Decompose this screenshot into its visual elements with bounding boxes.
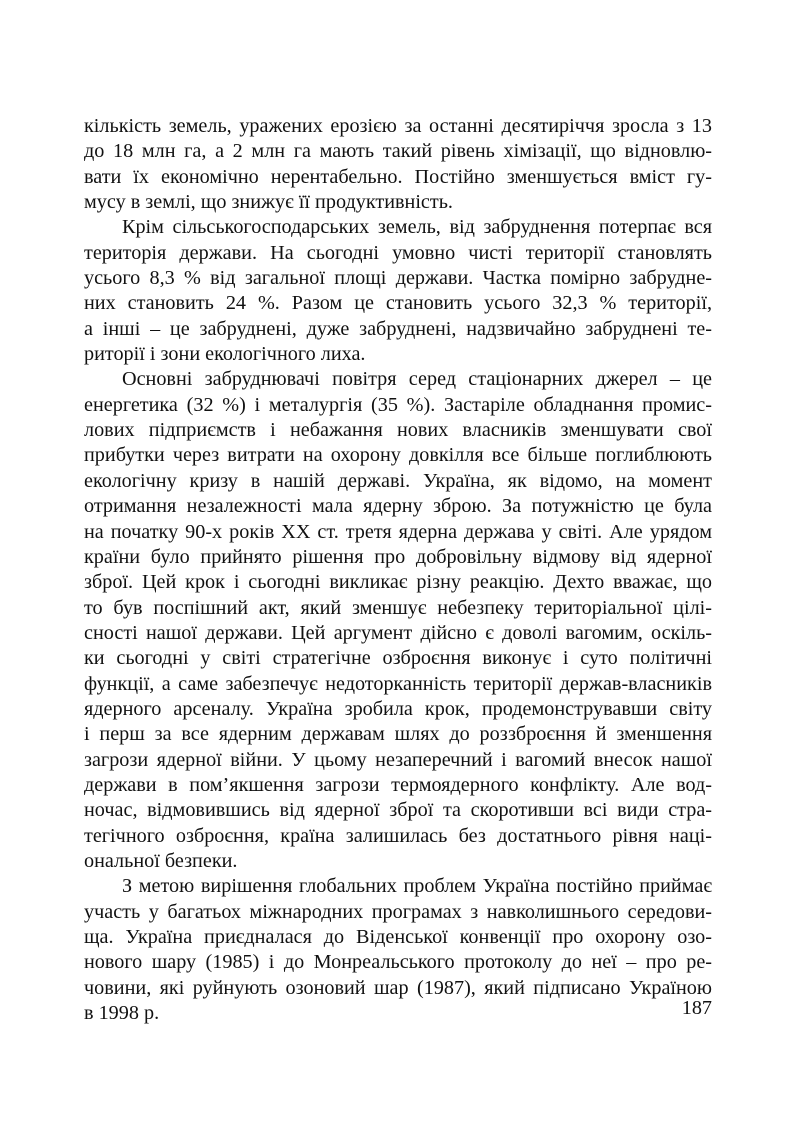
text-line: Основні забруднювачі повітря серед стаціонарних джерел – це xyxy=(122,368,712,391)
text-line: країни було прийнято рішення про добровільну відмову від ядерної xyxy=(84,545,712,568)
text-line: в 1998 р. xyxy=(84,1002,160,1025)
text-line: ядерного арсеналу. Україна зробила крок, продемонструвавши світу xyxy=(84,697,712,720)
text-line: Крім сільськогосподарських земель, від забруднення потерпає вся xyxy=(122,216,712,239)
text-line: енергетика (32 %) і металургія (35 %). Застаріле обладнання промис- xyxy=(84,393,712,416)
text-line: риторії і зони екологічного лиха. xyxy=(84,343,366,366)
text-line: участь у багатьох міжнародних програмах з навколишнього середови- xyxy=(84,900,712,923)
page-number: 187 xyxy=(681,997,712,1019)
text-line: З метою вирішення глобальних проблем Україна постійно приймає xyxy=(122,875,712,898)
text-line: екологічну кризу в нашій державі. Україна, як відомо, на момент xyxy=(84,469,712,492)
text-line: мусу в землі, що знижує її продуктивність. xyxy=(84,191,453,214)
text-line: ночас, відмовившись від ядерної зброї та скоротивши всі види стра- xyxy=(84,799,712,822)
text-line: а інші – це забруднені, дуже забруднені, надзвичайно забруднені те- xyxy=(84,317,712,340)
text-line: отримання незалежності мала ядерну зброю. За потужністю це була xyxy=(84,495,712,518)
paragraph-territory-pollution xyxy=(84,215,712,367)
text-line: ональної безпеки. xyxy=(84,849,238,872)
text-line: держави в пом’якшення загрози термоядерного конфлікту. Але вод- xyxy=(84,773,712,796)
text-line: усього 8,3 % від загальної площі держави. Частка помірно забрудне- xyxy=(84,267,712,290)
text-line: кількість земель, уражених ерозією за останні десятиріччя зросла з 13 xyxy=(84,115,712,137)
text-line: тегічного озброєння, країна залишилась без достатнього рівня наці- xyxy=(84,824,712,847)
text-line: загрози ядерної війни. У цьому незаперечний і вагомий внесок нашої xyxy=(84,748,712,771)
paragraph-air-pollution-nuclear xyxy=(84,367,712,874)
text-line: і перш за все ядерним державам шлях до роззброєння й зменшення xyxy=(84,723,712,746)
text-line: до 18 млн га, а 2 млн га мають такий рівень хімізації, що відновлю- xyxy=(84,140,712,163)
text-line: них становить 24 %. Разом це становить усього 32,3 % території, xyxy=(84,292,712,315)
text-line: функції, а саме забезпечує недоторканність території держав-власників xyxy=(84,672,712,695)
text-line: на початку 90-х років XX ст. третя ядерна держава у світі. Але урядом xyxy=(84,520,712,543)
paragraph-international-programs xyxy=(84,874,712,1026)
text-line: нового шару (1985) і до Монреальського протоколу до неї – про ре- xyxy=(84,951,712,974)
text-line: ки сьогодні у світі стратегічне озброєння виконує і суто політичні xyxy=(84,647,712,670)
text-line: зброї. Цей крок і сьогодні викликає різну реакцію. Дехто вважає, що xyxy=(84,571,712,594)
paragraph-soil-erosion xyxy=(84,114,712,215)
text-line: то був поспішний акт, який зменшує небезпеку територіальної цілі- xyxy=(84,596,712,619)
text-line: вати їх економічно нерентабельно. Постійно зменшується вміст гу- xyxy=(84,165,712,188)
page-body xyxy=(84,114,712,1026)
text-line: лових підприємств і небажання нових власників зменшувати свої xyxy=(84,419,712,442)
text-line: сності нашої держави. Цей аргумент дійсно є доволі вагомим, оскіль- xyxy=(84,621,712,644)
text-line: територія держави. На сьогодні умовно чисті території становлять xyxy=(84,241,712,264)
text-line: ща. Україна приєдналася до Віденської конвенції про охорону озо- xyxy=(84,926,712,948)
text-line: човини, які руйнують озоновий шар (1987), який підписано Україною xyxy=(84,976,712,999)
text-line: прибутки через витрати на охорону довкілля все більше поглиблюють xyxy=(84,444,712,467)
